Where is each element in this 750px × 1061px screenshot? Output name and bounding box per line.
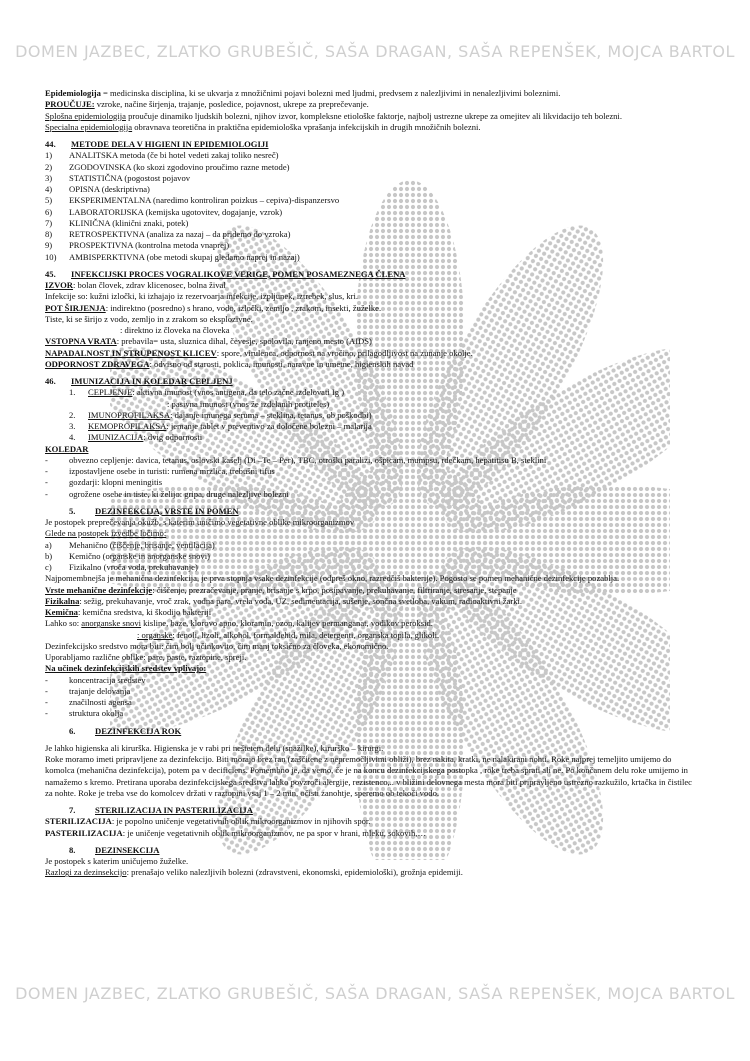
odpornost-line: ODPORNOST ZDRAVEGA: odvisno od starosti, poklica, imunosti, naravne in umetne, higienskih navad [45,358,414,369]
s5-lahko-so: Lahko so: anorganske snovi kisline, baze, klorovo apno, kloramin, ozon, kalijev permanganat, vodikov peroksid. [45,618,433,629]
page-header: DOMEN JAZBEC, ZLATKO GRUBEŠIČ, SAŠA DRAGAN, SAŠA REPENŠEK, MOJCA BARTOL [15,42,735,61]
pot-sirjenja-line: POT ŠIRJENJA: indirektno (posredno) s hrano, vodo, izločki, zemljo , zrakom, insekti, žuželke. [45,302,382,313]
section-8-heading: 8. DEZINSEKCIJA [69,844,160,855]
list-item: - ogrožene osebe in tiste, ki želijo: gripa, druge nalezljive bolezni [45,488,289,499]
section-44-heading: 44. METODE DELA V HIGIENI IN EPIDEMIOLOGIJI [45,139,269,149]
intro-proucuje: PROUČUJE: vzroke, načine širjenja, trajanje, posledice, pojavnost, ukrepe za preprečevanje. [45,99,369,110]
list-item: - obvezno cepljenje: davica, tetanus, oslovski kašelj (Di –Te – Per), TBC, otroški paralizi, ošpicam, mumpsu, rdečkam, hepatitisu B, steklini [45,454,547,465]
s6-paragraph: Roke moramo imeti pripravljene za dezinfekcijo. Biti morajo brez ran (zaščitene z nepremočljivimi obliži), brez nakita, kratki, ne nalakirani nohti. Roke najprej temeljito umijemo do komolca (mehanična dezinfekcija), potem pa v decificiens. Pomembno je, da vemo, če je na koncu dezinfekcijskega postopka , roke treba sprati ali ne. Po končanem delu roke umijemo in namažemo s kremo. Pretirana uporaba dezinfekcijskega sredstva lahko povzroči alergije, rezistenco,.. v bližini delovnega mesta mora biti pripravljeno ustrezno razkužilo, krtačka in čistilec za nohte. Roke je treba vse do komolcev držati v raztopini vsaj 1 – 2 min, očisti zanohtje, speremo ob tekoči vodo. [45,754,692,798]
section-5-heading: 5. DEZINFEKCIJA, VRSTE IN POMEN [69,505,239,516]
list-item: - izpostavljene osebe in turisti: rumena mrzlica, trebušni tifus [45,466,275,476]
list-item: 1. CEPLJENJE: aktivna imunost (vnos antigena, da telo začne izdelovati Ig ) [69,387,345,398]
page-footer: DOMEN JAZBEC, ZLATKO GRUBEŠIČ, SAŠA DRAGAN, SAŠA REPENŠEK, MOJCA BARTOL [15,984,735,1003]
s5-line: Najpomembnejša je mehanična dezinfekcija, je prva stopnja vsake dezinfekcije (odpreš okno, razredčiš bakterije). Pogosto se pomen mehanične dezinfekcije pozablja. [45,573,620,584]
s5-kemicna: Kemična: kemična sredstva, ki škodijo bakteriji [45,607,212,617]
s5-line: Dezinfekcijsko sredstvo mora biti: čim bolj učinkovito, čim manj toksično za človeka, ekonomično. [45,640,389,651]
s5-vpliv-heading: Na učinek dezinfekcijskih sredstev vplivajo: [45,663,207,674]
s5-organske: : organske: fenoli, lizoli, alkohol, formaldehid, mila, detergenti, organska topila, glikoli. [137,629,440,640]
s6-line: Je lahko higienska ali kirurška. Higienska je v rabi pri neštetem delu (snažilke), kirurško – kirurgi. [45,742,384,753]
list-item: 4) OPISNA (deskriptivna) [45,184,150,194]
section-46-heading: 46. IMUNIZACIJA IN KOLEDAR CEPLJENJ [45,376,233,386]
list-item: - trajanje delovanja [45,685,131,696]
list-item: - značilnosti agensa [45,697,132,707]
section-45-heading: 45. INFEKCIJSKI PROCES VOGRALIKOVE VERIGE, POMEN POSAMEZNEGA ČLENA [45,268,406,279]
list-item: 2. IMUNOPROFILAKSA: dajanje imunega seruma – steklina, tetanus, ob poškodbi) [69,409,372,420]
koledar-heading: KOLEDAR [45,443,89,454]
direktno-line: : direktno iz človeka na človeka [120,325,230,335]
list-item: 3. KEMOPROFILAKSA: jemanje tablet v preventivo za določene bolezni – malarija [69,421,372,431]
intro-epidemiology: Epidemiologija = medicinska disciplina, ki se ukvarja z množičnimi pojavi bolezni med ljudmi, predvsem z nalezljivimi in nenalezljivimi boleznimi. [45,88,561,98]
s5-mehanicna: Vrste mehanične dezinfekcije: čiščenje, prezračevanje, pranje, brisanje s krpo, posipavanje, prekuhavanje, filtriranje, stresanje, stepanje [45,584,517,595]
list-item: 8) RETROSPEKTIVNA (analiza za nazaj – da pridemo do vzroka) [45,229,291,239]
s5-line: Glede na postopek izvedbe ločimo: [45,528,167,539]
s8-razlogi: Razlogi za dezinsekcijo: prenašajo veliko nalezljivih bolezni (zdravstveni, ekonomski, epidemiološki), grožnja epidemiji. [45,867,463,878]
vstopna-vrata-line: VSTOPNA VRATA: prebavila= usta, sluznica dihal, čevesje, spolovila, ranjeno mesto (AIDS) [45,336,372,347]
s5-line: Je postopek preprečevanja okužb, s katerim uničimo vegetativne oblike mikroorganizmov [45,517,355,527]
infekcije-line: Infekcije so: kužni izločki, ki izhajajo iz rezervoarja infekcije, izpljunek, iztrebek, slus, kri. [45,291,359,302]
sterilizacija-line: STERILIZACIJA: je popolno uničenje vegetativnih oblik mikroorganizmov in njihovih spor. [45,816,371,827]
list-item: 3) STATISTIČNA (pogostost pojavov [45,172,191,183]
list-item: 10) AMBISPERKTIVNA (obe metodi skupaj gledamo naprej in nazaj) [45,251,300,262]
s8-line: Je postopek s katerim uničujemo žuželke. [45,856,189,866]
list-item: c) Fizikalno (vroča voda, prekuhavanje) [45,562,198,572]
list-item: 5) EKSPERIMENTALNA (naredimo kontroliran poizkus – cepiva)-dispanzersvo [45,195,340,206]
pasivna-line: : pasivna imunost (vnos že izdelanih protiteles) [167,398,330,409]
list-item: a) Mehanično (čiščenje, brisanje, ventilacija) [45,539,215,550]
intro-specialna: Specialna epidemiologija obravnava teoretična in praktična epidemiološka vprašanja infekcijskih in drugih množičnih bolezni. [45,121,481,132]
pasterilizacija-line: PASTERILIZACIJA: je uničenje vegetativnih oblik mikroorganizmov, ne pa spor v hrani, mleku, sokovih,… [45,827,427,838]
document-body [45,88,695,879]
list-item: - koncentracija sredstev [45,674,146,685]
s5-line: Uporabljamo različne oblike: pare, paste, raztopine, spreji. [45,652,247,662]
list-item: b) Kemično (organske in anorganske snovi) [45,550,210,561]
napadalnost-line: NAPADALNOST IN STRUPENOST KLICEV: spore, virulenca, odpornost na vročino, prilagodljivost na zunanje okolje. [45,347,473,358]
section-6-heading: 6. DEZINFEKCIJA ROK [69,725,182,736]
list-item: 6) LABORATORIJSKA (kemijska ugotovitev, dogajanje, vzrok) [45,206,283,217]
list-item: 2) ZGODOVINSKA (ko skozi zgodovino proučimo razne metode) [45,161,290,172]
tiste-line: Tiste, ki se širijo z vodo, zemljo in z zrakom so eksplozivne. [45,313,253,324]
list-item: - struktura okolja [45,708,124,719]
list-item: - gozdarji: klopni meningitis [45,477,163,488]
list-item: 9) PROSPEKTIVNA (kontrolna metoda vnaprej) [45,240,230,251]
intro-splosna: Splošna epidemiologija proučuje dinamiko ljudskih bolezni, njihov izvor, kompleksne etiološke faktorje, najbolj ustrezne ukrepe za omejitev ali likvidacijo teh bolezni. [45,110,622,121]
list-item: 7) KLINIČNA (klinični znaki, potek) [45,217,189,228]
section-7-heading: 7. STERILIZACIJA IN PASTERILIZACIJA [69,805,253,815]
s5-fizikalna: Fizikalna: sežig, prekuhavanje, vroč zrak, vodna para, vrela voda, UZ, sedimentacija, sušenje, sončna svetloba, vakum, radioaktivni žarki. [45,595,523,606]
list-item: 1) ANALITSKA metoda (če bi hotel vedeti zakaj toliko nesreč) [45,150,279,161]
list-item: 4. IMUNIZACIJA: dvig odpornosti [69,432,203,443]
izvor-line: IZVOR: bolan človek, zdrav klicenosec, bolna žival [45,280,226,290]
